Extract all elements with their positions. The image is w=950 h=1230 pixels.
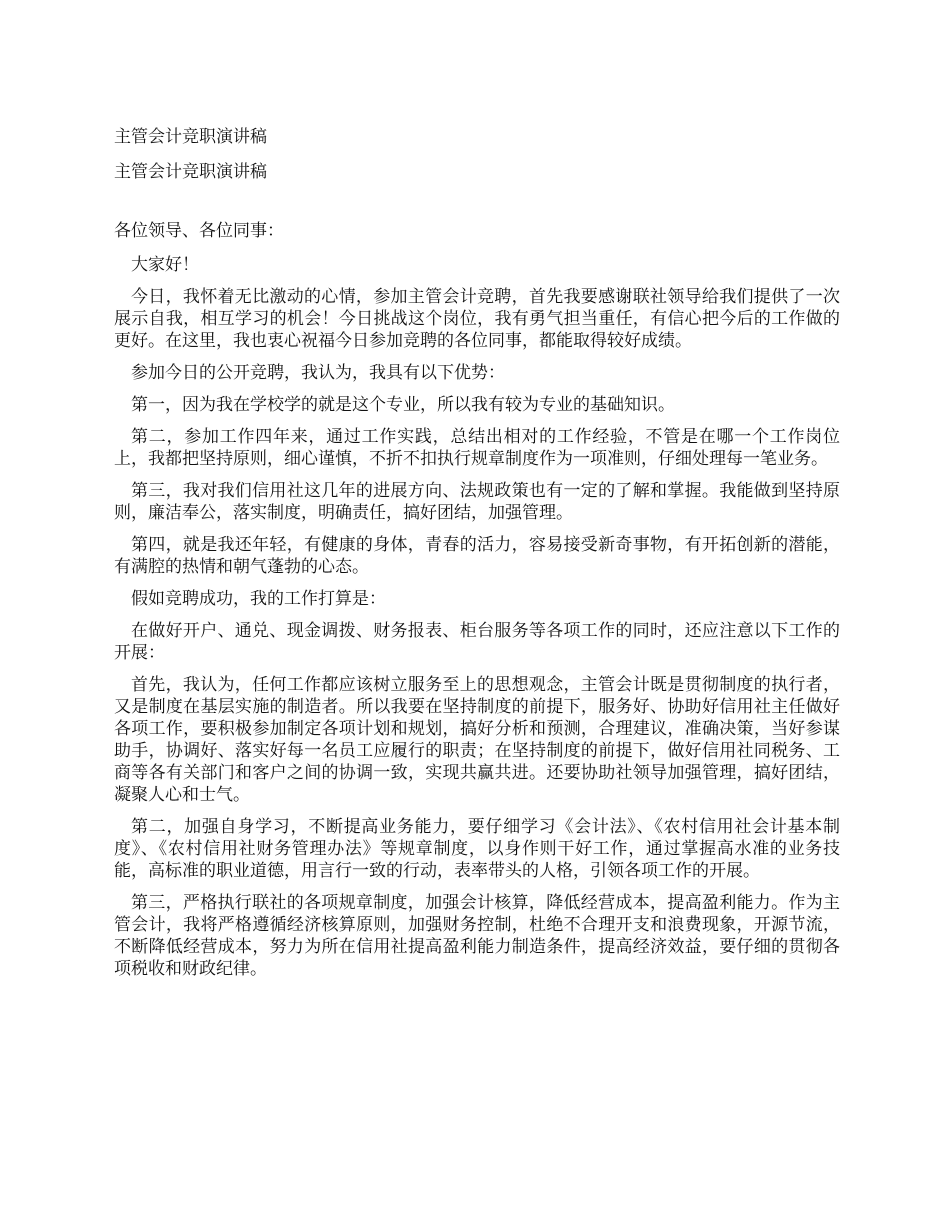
paragraph-advantage-1: 第一，因为我在学校学的就是这个专业，所以我有较为专业的基础知识。 [131, 395, 675, 415]
paragraph-advantage-4: 第四，就是我还年轻，有健康的身体，青春的活力，容易接受新奇事物，有开拓创新的潜能，有满腔的热情和朝气蓬勃的心态。 [114, 535, 840, 577]
paragraph-greeting: 大家好！ [131, 255, 199, 275]
salutation: 各位领导、各位同事： [114, 221, 284, 241]
paragraph-plan-overview: 在做好开户、通兑、现金调拨、财务报表、柜台服务等各项工作的同时，还应注意以下工作的开展： [114, 621, 840, 663]
paragraph-advantage-2: 第二，参加工作四年来，通过工作实践，总结出相对的工作经验，不管是在哪一个工作岗位上，我都把坚持原则，细心谨慎，不折不扣执行规章制度作为一项准则，仔细处理每一笔业务。 [114, 427, 840, 469]
document-title: 主管会计竞职演讲稿 [114, 127, 267, 147]
paragraph-advantages-lead: 参加今日的公开竞聘，我认为，我具有以下优势： [131, 363, 505, 383]
paragraph-plan-2: 第二，加强自身学习，不断提高业务能力，要仔细学习《会计法》、《农村信用社会计基本制度》、《农村信用社财务管理办法》等规章制度，以身作则干好工作，通过掌握高水准的业务技能，高标准的职业道德，用言行一致的行动，表率带头的人格，引领各项工作的开展。 [114, 817, 840, 881]
document-body [114, 220, 840, 990]
document-subtitle: 主管会计竞职演讲稿 [114, 162, 267, 182]
paragraph-plan-3: 第三，严格执行联社的各项规章制度，加强会计核算，降低经营成本，提高盈利能力。作为主管会计，我将严格遵循经济核算原则，加强财务控制，杜绝不合理开支和浪费现象，开源节流，不断降低经营成本，努力为所在信用社提高盈利能力制造条件，提高经济效益，要仔细的贯彻各项税收和财政纪律。 [114, 893, 840, 979]
paragraph-plan-1: 首先，我认为，任何工作都应该树立服务至上的思想观念，主管会计既是贯彻制度的执行者，又是制度在基层实施的制造者。所以我要在坚持制度的前提下，服务好、协助好信用社主任做好各项工作，要积极参加制定各项计划和规划，搞好分析和预测，合理建议，准确决策，当好参谋助手，协调好、落实好每一名员工应履行的职责；在坚持制度的前提下，做好信用社同税务、工商等各有关部门和客户之间的协调一致，实现共赢共进。还要协助社领导加强管理，搞好团结，凝聚人心和士气。 [114, 675, 840, 805]
paragraph-intro: 今日，我怀着无比激动的心情，参加主管会计竞聘，首先我要感谢联社领导给我们提供了一次展示自我，相互学习的机会！今日挑战这个岗位，我有勇气担当重任，有信心把今后的工作做的更好。在这里，我也衷心祝福今日参加竞聘的各位同事，都能取得较好成绩。 [114, 287, 840, 351]
paragraph-plan-lead: 假如竞聘成功，我的工作打算是： [131, 589, 386, 609]
paragraph-advantage-3: 第三，我对我们信用社这几年的进展方向、法规政策也有一定的了解和掌握。我能做到坚持原则，廉洁奉公，落实制度，明确责任，搞好团结，加强管理。 [114, 481, 840, 523]
